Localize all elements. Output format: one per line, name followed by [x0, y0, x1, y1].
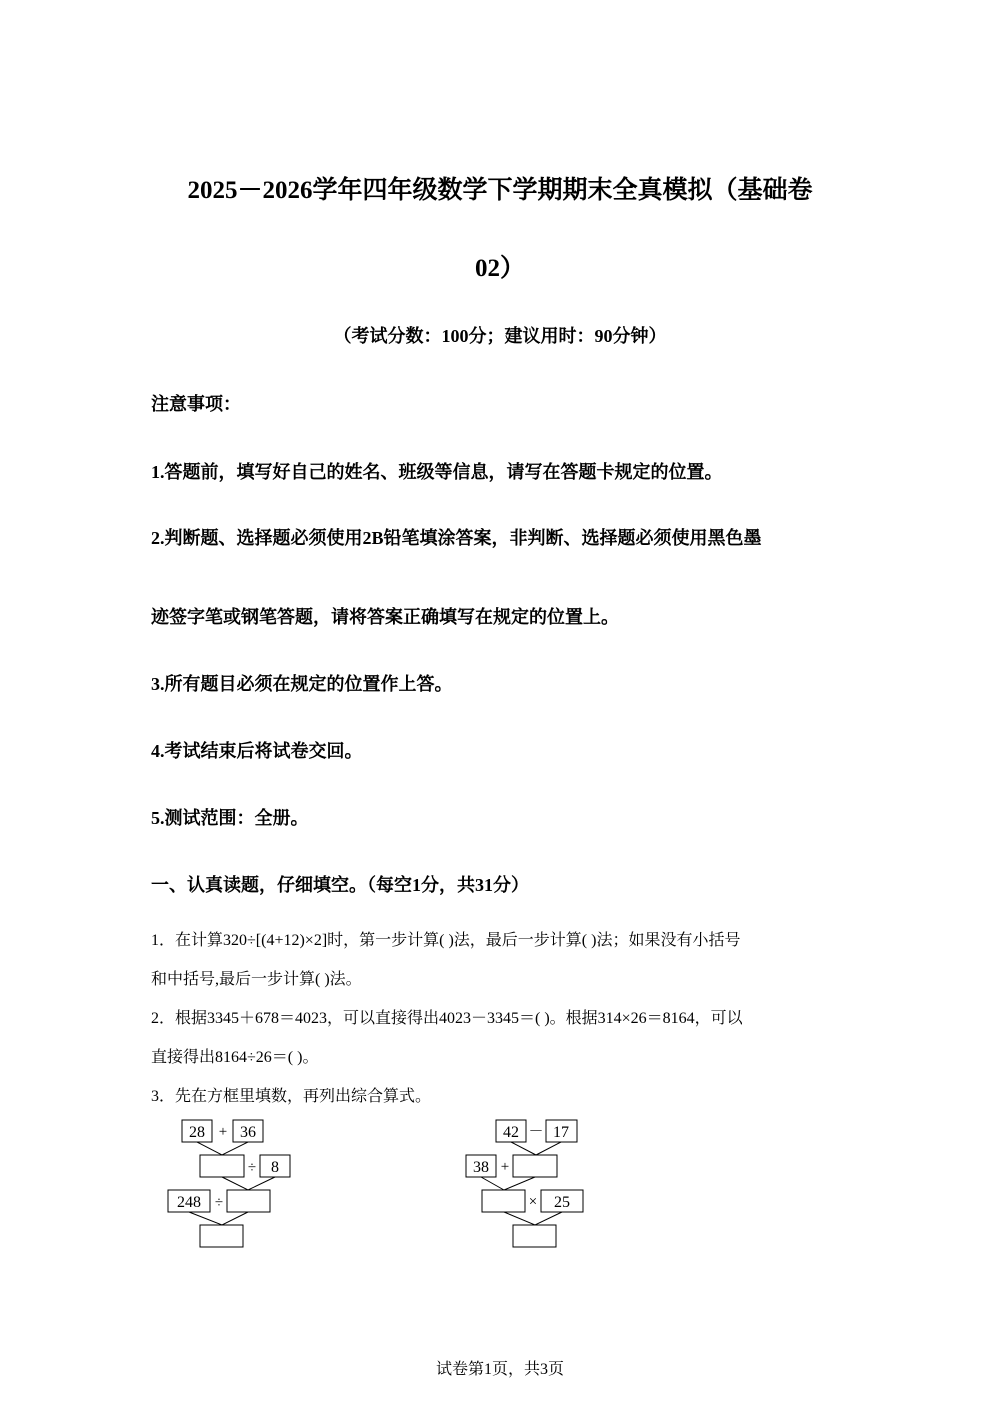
diagram-number: 28	[189, 1124, 205, 1141]
question-line: 1．在计算320÷[(4+12)×2]时，第一步计算( )法，最后一步计算( )法；如果没有小括号	[151, 932, 741, 949]
notice-item: 3.所有题目必须在规定的位置作上答。	[151, 674, 453, 694]
question-line: 2．根据3345＋678＝4023，可以直接得出4023－3345＝( )。根据314×26＝8164，可以	[151, 1010, 743, 1027]
diagram-number: 8	[271, 1159, 279, 1176]
question-line: 3．先在方框里填数，再列出综合算式。	[151, 1088, 432, 1105]
notice-item: 5.测试范围：全册。	[151, 808, 309, 828]
notice-item: 4.考试结束后将试卷交回。	[151, 741, 363, 761]
divide-sign: ÷	[214, 1195, 224, 1211]
section-heading: 一、认真读题，仔细填空。（每空1分，共31分）	[151, 875, 529, 895]
notice-item: 2.判断题、选择题必须使用2B铅笔填涂答案，非判断、选择题必须使用黑色墨	[151, 528, 762, 548]
plus-sign: +	[500, 1159, 510, 1175]
diagram-number: 248	[177, 1194, 201, 1211]
question-line: 直接得出8164÷26＝( )。	[151, 1049, 319, 1066]
minus-sign: －	[528, 1124, 544, 1140]
exam-title-line2: 02）	[474, 255, 525, 282]
notice-heading: 注意事项：	[151, 394, 241, 414]
notice-item: 迹签字笔或钢笔答题，请将答案正确填写在规定的位置上。	[151, 607, 619, 627]
exam-subtitle: （考试分数：100分；建议用时：90分钟）	[333, 326, 667, 346]
times-sign: ×	[528, 1194, 538, 1210]
plus-sign: +	[218, 1124, 228, 1140]
diagram-number: 25	[554, 1194, 570, 1211]
diagram-number: 17	[553, 1124, 569, 1141]
diagram-number: 38	[473, 1159, 489, 1176]
exam-title-line1: 2025－2026学年四年级数学下学期期末全真模拟（基础卷	[187, 177, 813, 204]
notice-item: 1.答题前，填写好自己的姓名、班级等信息，请写在答题卡规定的位置。	[151, 462, 723, 482]
diagram-number: 42	[503, 1124, 519, 1141]
calc-diagram-right	[460, 1115, 600, 1255]
page-footer: 试卷第1页，共3页	[435, 1361, 564, 1378]
diagram-number: 36	[240, 1124, 256, 1141]
question-line: 和中括号,最后一步计算( )法。	[151, 971, 362, 988]
divide-sign: ÷	[247, 1160, 257, 1176]
calc-diagram-left	[160, 1115, 310, 1255]
